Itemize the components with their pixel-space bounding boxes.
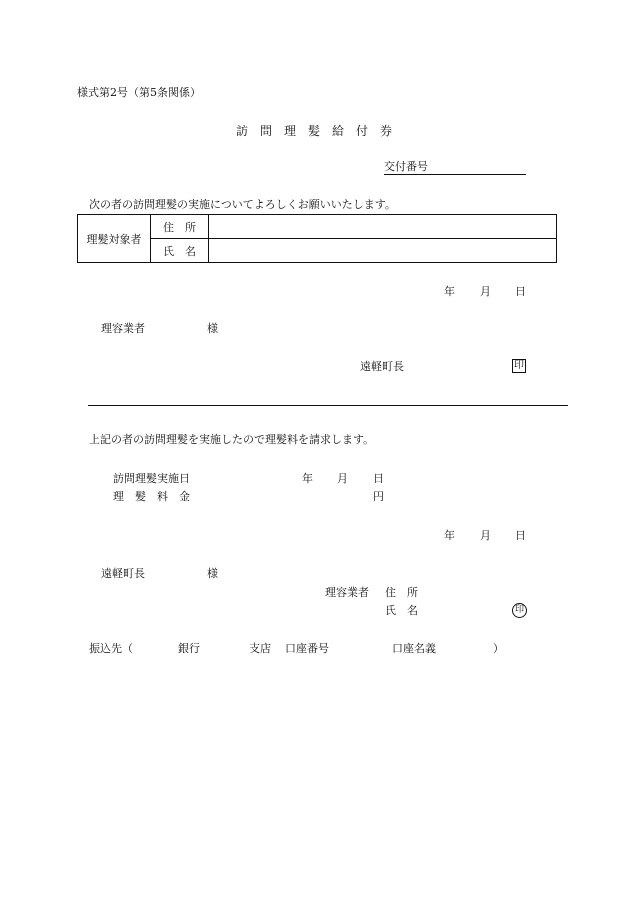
- date2-year: 年: [444, 529, 455, 542]
- name-label: 氏 名: [151, 239, 209, 263]
- transfer-bank: 銀行: [178, 642, 200, 655]
- name-field[interactable]: [209, 239, 557, 263]
- page-title: 訪 問 理 髪 給 付 券: [236, 124, 393, 138]
- service-date-year: 年: [302, 472, 313, 485]
- address-label: 住 所: [151, 215, 209, 239]
- barber-signer-label: 理容業者: [325, 586, 369, 599]
- issue-number-label: 交付番号: [384, 160, 428, 173]
- transfer-branch: 支店: [249, 642, 271, 655]
- barber-address-label: 住 所: [385, 586, 418, 599]
- issue-number-field[interactable]: [384, 174, 526, 175]
- fee-label: 理 髪 料 金: [113, 490, 190, 503]
- mayor-addressee: 遠軽町長: [101, 567, 145, 580]
- barber-addressee: 理容業者: [101, 322, 145, 335]
- mayor-signer: 遠軽町長: [360, 360, 404, 373]
- transfer-account-name: 口座名義: [392, 642, 436, 655]
- form-number: 様式第2号（第5条関係）: [77, 86, 201, 99]
- seal-circle: 印: [512, 603, 527, 618]
- service-date-label: 訪問理髪実施日: [113, 472, 190, 485]
- service-date-month: 月: [337, 472, 348, 485]
- transfer-account-number: 口座番号: [285, 642, 329, 655]
- service-date-day: 日: [373, 472, 384, 485]
- target-person-table: [77, 214, 557, 263]
- date1-month: 月: [480, 285, 491, 298]
- seal-square: 印: [514, 360, 524, 371]
- target-person-label: 理髪対象者: [78, 215, 151, 263]
- claim-sentence: 上記の者の訪問理髪を実施したので理髪料を請求します。: [89, 433, 375, 446]
- date1-day: 日: [515, 285, 526, 298]
- date1-year: 年: [444, 285, 455, 298]
- addressee-suffix-1: 様: [207, 322, 218, 335]
- transfer-label: 振込先（: [89, 642, 133, 655]
- barber-name-label: 氏 名: [385, 604, 418, 617]
- date2-month: 月: [480, 529, 491, 542]
- request-sentence: 次の者の訪問理髪の実施についてよろしくお願いいたします。: [89, 198, 396, 211]
- address-field[interactable]: [209, 215, 557, 239]
- transfer-close: ）: [493, 642, 504, 655]
- fee-unit: 円: [373, 490, 384, 503]
- date2-day: 日: [515, 529, 526, 542]
- section-divider: [88, 405, 568, 406]
- addressee-suffix-2: 様: [207, 567, 218, 580]
